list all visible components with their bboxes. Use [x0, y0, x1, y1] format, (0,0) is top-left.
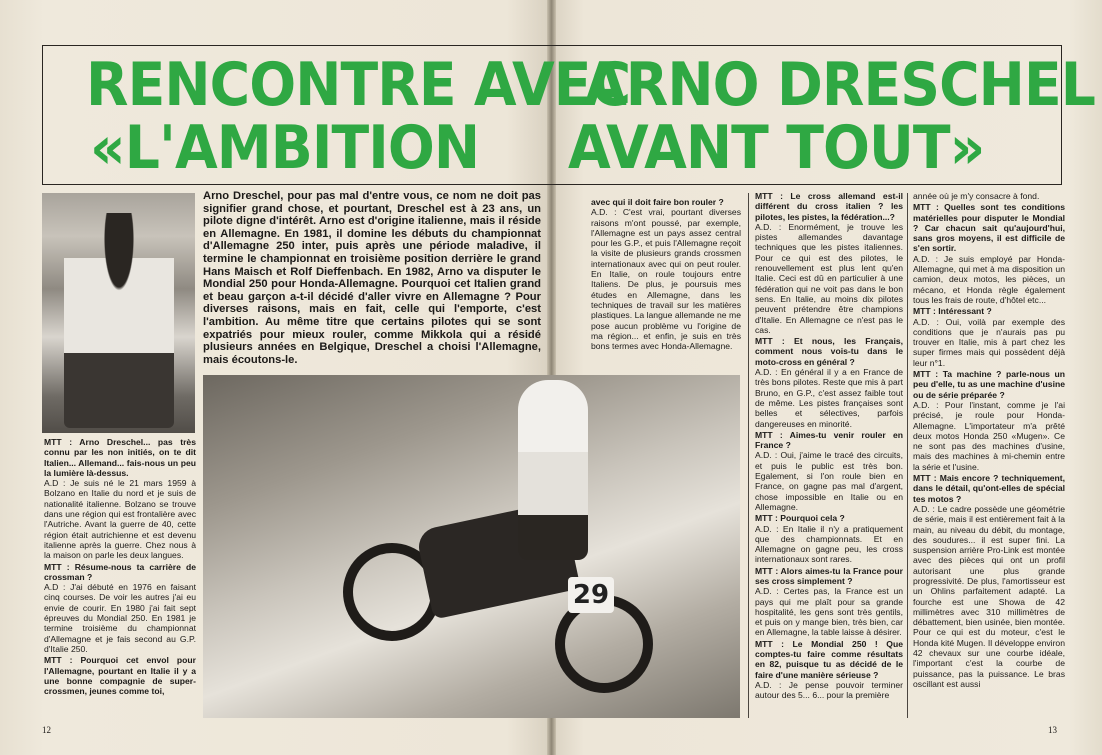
answer: A.D : Je suis né le 21 mars 1959 à Bolzano en Italie du nord et je suis de nationalité italienne. Bolzano se trouve dans une région qui est frontalière avec l'Autriche. Avant la guerre de 40, cette région était autrichienne et est devenu italienne après la guerre. Chez nous à la maison on parle les deux langues.	[44, 478, 196, 561]
answer: A.D. : En Italie il n'y a pratiquement que des championnats. Et en Allemagne on gagne peu, les cross internationaux sont rares.	[755, 523, 903, 565]
race-number-plate: 29	[568, 577, 614, 613]
question: MTT : Résume-nous ta carrière de crossman ?	[44, 561, 196, 582]
title-line-1-left: RENCONTRE AVEC	[86, 50, 631, 120]
question: MTT : Et nous, les Français, comment nous vois-tu dans le moto-cross en général ?	[755, 336, 903, 367]
rider-figure	[518, 380, 588, 560]
intro-paragraph: Arno Dreschel, pour pas mal d'entre vous, ce nom ne doit pas signifier grand chose, et pourtant, Dreschel est à 23 ans, un pilote digne d'intérêt. Arno est d'origine italienne, mais il réside en Allemagne. En 1981, il domine les débuts du championnat d'Allemagne 250 inter, puis après une période maladive, il termine le championnat en troisième position derrière le grand Hans Maisch et Rolf Dieffenbach. En 1982, Arno va disputer le Mondial 250 pour Honda-Allemagne. Pourquoi cet Italien grand et beau garçon a-t-il décidé d'aller vivre en Allemagne ? Pour diverses raisons, mais en fait, celle qui l'emporte, c'est l'ambition. Au même titre que certains pilotes qui se sont expatriés pour mieux rouler, comme Mikkola qui a résidé plusieurs années en Belgique, Dreschel a choisi l'Allemagne, mais écoutons-le.	[203, 190, 541, 366]
question: MTT : Intéressant ?	[913, 306, 992, 317]
portrait-photo	[42, 193, 195, 433]
answer: A.D. : C'est vrai, pourtant diverses raisons m'ont poussé, par exemple, l'Allemagne est un pays assez central pour les G.P., et puis l'Allemagne reçoit la visite de plusieurs grands crossmen internationaux avec qui on peut rouler. En Italie, on roule toujours entre Italiens. De plus, je poursuis mes études en Allemagne, dans les techniques de travail sur les matières plastiques. La langue allemande ne me pose aucun problème vu l'origine de ma région... et enfin, je suis en très bons termes avec Honda-Allemagne.	[591, 207, 741, 352]
page-number-left: 12	[42, 725, 51, 735]
answer: A.D. : Le cadre possède une géométrie de série, mais il est entièrement fait à la main, au niveau du débit, du montage, des soudures... il est super fini. La suspension arrière Pro-Link est montée avec des pièces qui ont un profil autorisant une plus grande progressivité. De plus, l'amortisseur est un Ohlins parfaitement adapté. La fourche est une Showa de 42 millimètres avec 310 millimètres de débattement, bien usinée, bien montée. Pour ce qui est du moteur, c'est le Honda kité Mugen. Il développe environ 42 chevaux sur une courbe idéale, l'important c'est la courbe de puissance, pas la puissance. Le bras oscillant est aussi	[913, 503, 1065, 689]
answer: année où je m'y consacre à fond.	[913, 191, 1040, 201]
question: MTT : Mais encore ? techniquement, dans le détail, qu'ont-elles de spécial tes motos ?	[913, 473, 1065, 504]
question: MTT : Pourquoi cet envol pour l'Allemagne, pourtant en Italie il y a une bonne compagnie de super-crossmen, jeunes comme toi,	[44, 655, 196, 697]
answer: A.D. : Je pense pouvoir terminer autour des 5... 6... pour la première	[755, 679, 903, 701]
action-photo	[203, 375, 740, 718]
question: MTT : Le cross allemand est-il différent du cross italien ? les pilotes, les pistes, la fédération...?	[755, 191, 903, 222]
answer: A.D : J'ai débuté en 1976 en faisant cinq courses. De voir les autres j'ai eu envie de courir. En 1980 j'ai fait sept épreuves du Mondial 250. En 1981 je termine troisième du championnat d'Allemagne et je fais second au G.P. d'Italie 250.	[44, 582, 196, 654]
page-number-right: 13	[1048, 725, 1057, 735]
title-line-1-right: ARNO DRESCHEL	[584, 50, 1095, 120]
question: MTT : Quelles sont tes conditions matérielles pour disputer le Mondial ? Car chacun sait qu'aujourd'hui, sans gros moyens, il est difficile de s'en sortir.	[913, 202, 1065, 254]
column-4	[913, 191, 1065, 721]
column-3	[755, 191, 903, 721]
answer: A.D. : Oui, voilà par exemple des conditions que je n'aurais pas pu trouver en Italie, mis à part chez les super firmes mais qui possèdent déjà leur n°1.	[913, 316, 1065, 368]
column-rule	[748, 193, 749, 718]
column-rule	[907, 193, 908, 718]
answer: A.D. : Pour l'instant, comme je l'ai précisé, je roule pour Honda-Allemagne. L'importateur m'a prêté deux motos Honda 250 «Mugen». Ce ne sont pas des machines d'usine, mais des machines à mi-chemin entre la série et l'usine.	[913, 399, 1065, 472]
question: MTT : Ta machine ? parle-nous un peu d'elle, tu as une machine d'usine ou de série préparée ?	[913, 369, 1065, 400]
question: MTT : Le Mondial 250 ! Que comptes-tu faire comme résultats en 82, puisque tu as décidé de le faire d'une manière sérieuse ?	[755, 638, 903, 680]
rider-portrait-figure	[64, 213, 174, 428]
answer: A.D. : Certes pas, la France est un pays qui me plaît pour sa grande hospitalité, les gens sont très gentils, et puis on y mange bien, très bien, car en Allemagne, la table laisse à désirer.	[755, 586, 903, 638]
answer: A.D. : En général il y a en France de très bons pilotes. Reste que mis à part Bruno, en G.P., c'est assez faible tout de même. Les pistes françaises sont belles et sélectives, parfois dangereuses en minorité.	[755, 367, 903, 429]
title-line-2-left: «L'AMBITION	[90, 113, 480, 183]
motocross-bike	[333, 495, 653, 695]
answer: A.D. : Oui, j'aime le tracé des circuits, et puis le public est très bon. Egalement, si l'on roule bien en France, on gagne pas mal d'argent, chose impossible en Italie ou en Allemagne.	[755, 450, 903, 512]
question: MTT : Alors aimes-tu la France pour ses cross simplement ?	[755, 565, 903, 586]
answer: A.D. : Je suis employé par Honda-Allemagne, qui met à ma disposition un camion, deux motos, les pièces, un mécano, et Honda règle également tous les frais de route, d'hôtel etc...	[913, 253, 1065, 305]
question: MTT : Aimes-tu venir rouler en France ?	[755, 429, 903, 451]
question: MTT : Arno Dreschel... pas très connu par les non initiés, on te dit Italien... Allemand... fais-nous un peu la lumière là-dessus.	[44, 437, 196, 478]
column-1	[44, 437, 196, 721]
column-2	[591, 197, 741, 369]
answer: A.D. : Enormément, je trouve les pistes allemandes davantage techniques que les pistes italiennes. Pour ce qui est des pilotes, le renouvellement est plus lent qu'en Italie. Ceci est dû en particulier à une fédération qui ne voit pas dans le bon sens. En Italie, au moins dix pilotes peuvent prétendre être champions d'Italie. En Allemagne ce n'est pas le cas.	[755, 221, 903, 335]
question: MTT : Pourquoi cela ?	[755, 513, 845, 524]
question: avec qui il doit faire bon rouler ?	[591, 197, 724, 207]
title-line-2-right: AVANT TOUT»	[568, 113, 985, 183]
